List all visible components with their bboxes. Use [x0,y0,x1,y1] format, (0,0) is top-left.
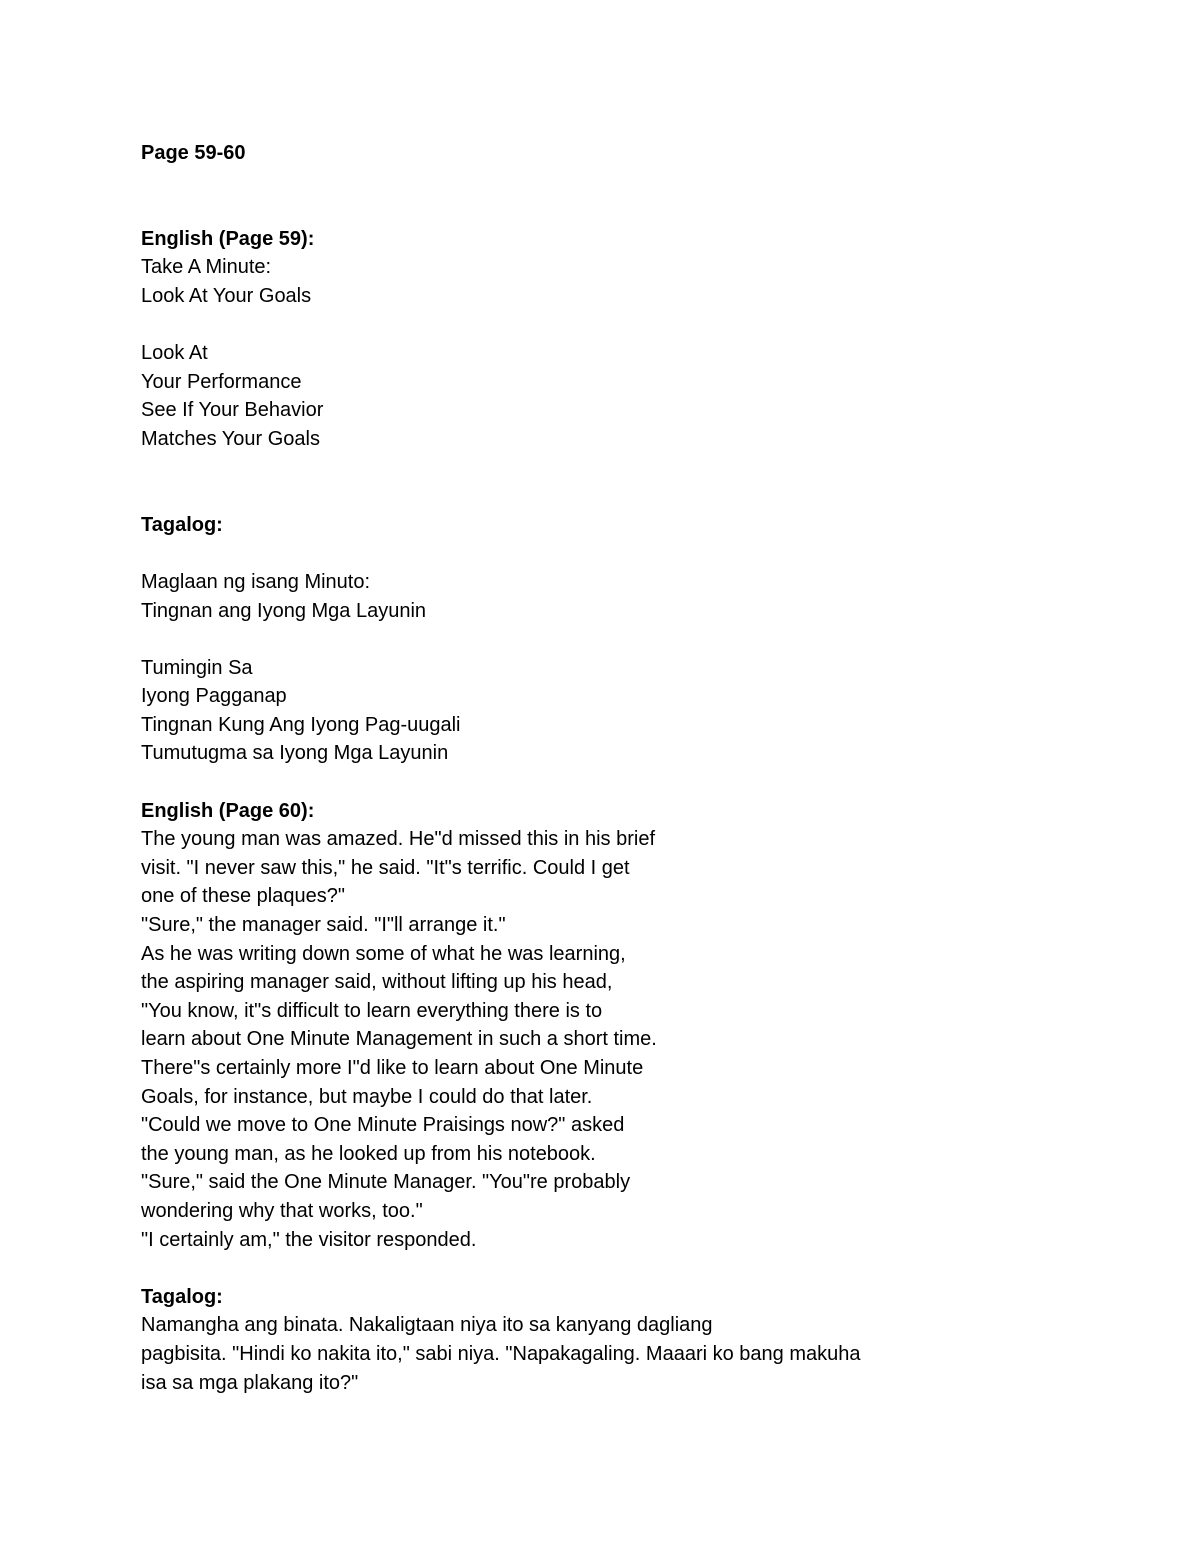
english-59-line: Look At [141,342,208,365]
document-body [141,139,1101,1397]
tagalog-60-heading: Tagalog: [141,1285,223,1308]
english-60-line: "Sure," the manager said. "I"ll arrange it." [141,914,506,937]
tagalog-60-line: isa sa mga plakang ito?" [141,1371,359,1394]
spacer [141,168,1101,225]
tagalog-59-line: Tumutugma sa Iyong Mga Layunin [141,742,449,765]
spacer [141,768,1101,797]
english-60-line: "Sure," said the One Minute Manager. "You"re probably [141,1171,631,1194]
english-60-line: visit. "I never saw this," he said. "It"s terrific. Could I get [141,856,630,879]
english-59-line: Look At Your Goals [141,284,312,307]
english-60-heading: English (Page 60): [141,799,315,822]
english-60-line: learn about One Minute Management in such a short time. [141,1028,657,1051]
tagalog-59-line: Tingnan Kung Ang Iyong Pag-uugali [141,713,461,736]
tagalog-60-line: pagbisita. "Hindi ko nakita ito," sabi niya. "Napakagaling. Maaari ko bang makuha [141,1342,861,1365]
english-59-line: Take A Minute: [141,256,272,279]
page-title: Page 59-60 [141,142,246,164]
english-60-line: "You know, it"s difficult to learn everything there is to [141,999,603,1022]
english-59-line: See If Your Behavior [141,399,324,422]
english-60-line: "Could we move to One Minute Praisings now?" asked [141,1114,625,1137]
tagalog-59-line: Iyong Pagganap [141,685,287,708]
spacer [141,539,1101,568]
spacer [141,1254,1101,1283]
english-60-line: As he was writing down some of what he was learning, [141,942,626,965]
english-60-line: Goals, for instance, but maybe I could do that later. [141,1085,593,1108]
english-59-line: Your Performance [141,370,302,393]
tagalog-59-line: Tumingin Sa [141,656,253,679]
tagalog-59-line: Maglaan ng isang Minuto: [141,570,371,593]
english-59-heading: English (Page 59): [141,227,315,250]
tagalog-59-heading: Tagalog: [141,513,223,536]
tagalog-59-line: Tingnan ang Iyong Mga Layunin [141,599,427,622]
tagalog-60-line: Namangha ang binata. Nakaligtaan niya ito sa kanyang dagliang [141,1314,713,1337]
english-60-line: "I certainly am," the visitor responded. [141,1228,477,1251]
spacer [141,625,1101,654]
spacer [141,311,1101,340]
english-60-line: the young man, as he looked up from his notebook. [141,1142,596,1165]
english-60-line: wondering why that works, too." [141,1199,423,1222]
english-60-line: The young man was amazed. He"d missed this in his brief [141,828,656,851]
english-60-line: one of these plaques?" [141,885,345,908]
english-59-line: Matches Your Goals [141,427,320,450]
english-60-line: There"s certainly more I"d like to learn about One Minute [141,1057,644,1079]
spacer [141,454,1101,511]
english-60-line: the aspiring manager said, without lifting up his head, [141,971,613,994]
